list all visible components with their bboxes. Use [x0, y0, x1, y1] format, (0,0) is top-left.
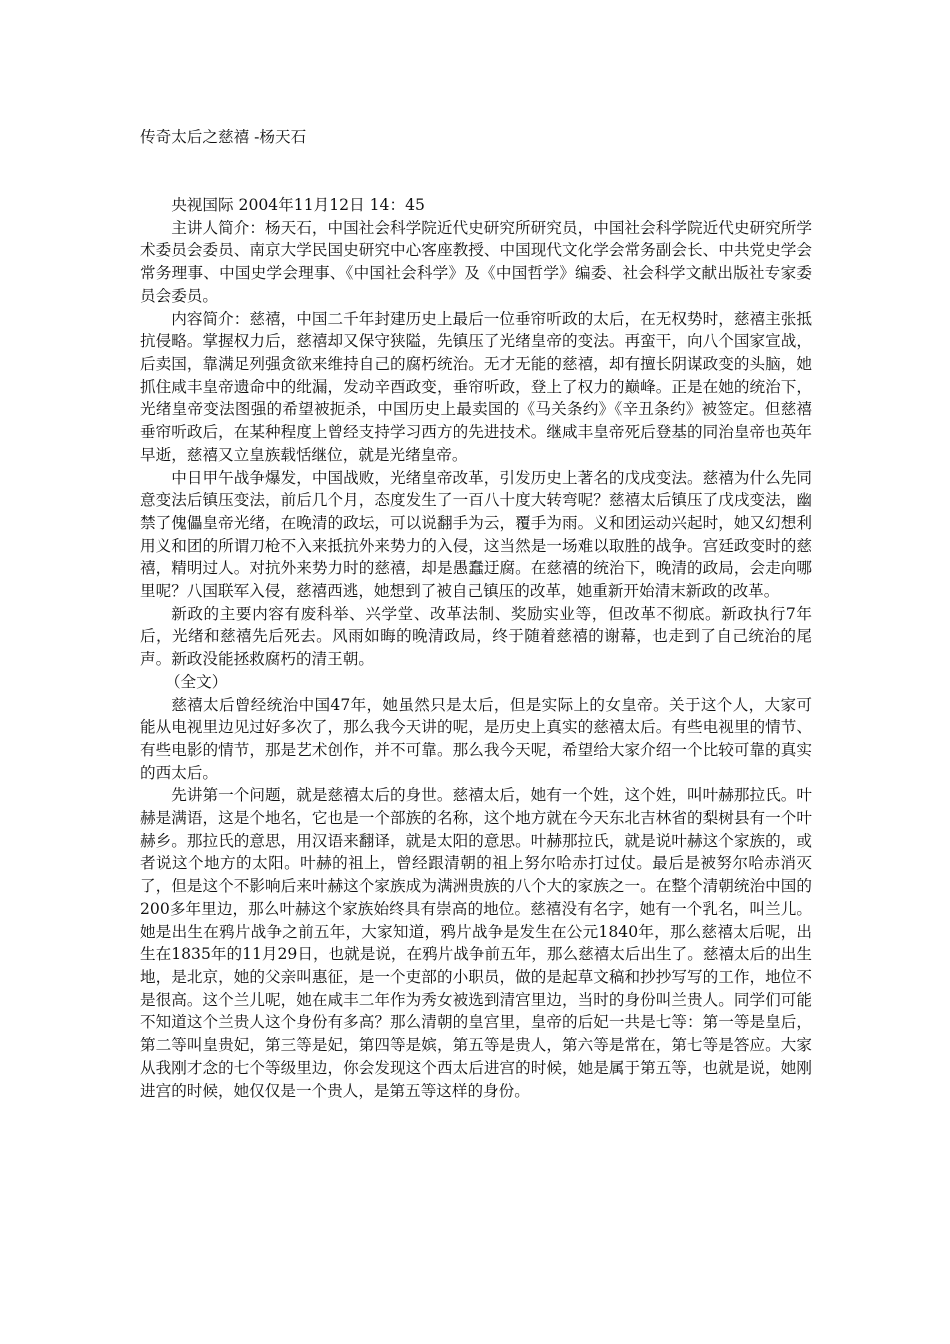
source-line: 央视国际 2004年11月12日 14：45 — [171, 196, 425, 215]
document-title: 传奇太后之慈禧 -杨天石 — [140, 128, 307, 146]
summary-paragraph-1: 内容简介：慈禧，中国二千年封建历史上最后一位垂帘听政的太后，在无权势时，慈禧主张抵抗侵略。掌握权力后，慈禧却又保守狭隘，先镇压了光绪皇帝的变法。再蛮干，向八个国家宣战，后卖国，靠满足列强贪欲来维持自己的腐朽统治。无才无能的慈禧，却有擅长阴谋政变的头脑，她抓住咸丰皇帝遗命中的纰漏，发动辛酉政变，垂帘听政，登上了权力的巅峰。正是在她的统治下，光绪皇帝变法图强的希望被扼杀，中国历史上最卖国的《马关条约》《辛丑条约》被签定。但慈禧垂帘听政后，在某种程度上曾经支持学习西方的先进技术。继咸丰皇帝死后登基的同治皇帝也英年早逝，慈禧又立皇族载恬继位，就是光绪皇帝。 — [140, 309, 812, 464]
body-paragraph-1: 慈禧太后曾经统治中国47年，她虽然只是太后，但是实际上的女皇帝。关于这个人，大家可能从电视里边见过好多次了，那么我今天讲的呢，是历史上真实的慈禧太后。有些电视里的情节、有些电影的情节，那是艺术创作，并不可靠。那么我今天呢，希望给大家介绍一个比较可靠的真实的西太后。 — [140, 695, 812, 782]
body-paragraph-2: 先讲第一个问题，就是慈禧太后的身世。慈禧太后，她有一个姓，这个姓，叫叶赫那拉氏。叶赫是满语，这是个地名，它也是一个部族的名称，这个地方就在今天东北吉林省的梨树县有一个叶赫乡。那拉氏的意思，用汉语来翻译，就是太阳的意思。叶赫那拉氏，就是说叶赫这个家族的，或者说这个地方的太阳。叶赫的祖上，曾经跟清朝的祖上努尔哈赤打过仗。最后是被努尔哈赤消灭了，但是这个不影响后来叶赫这个家族成为满洲贵族的八个大的家族之一。在整个清朝统治中国的200多年里边，那么叶赫这个家族始终具有崇高的地位。慈禧没有名字，她有一个乳名，叫兰儿。她是出生在鸦片战争之前五年，大家知道，鸦片战争是发生在公元1840年，那么慈禧太后呢，出生在1835年的11月29日，也就是说，在鸦片战争前五年，那么慈禧太后出生了。慈禧太后的出生地，是北京，她的父亲叫惠征，是一个吏部的小职员，做的是起草文稿和抄抄写写的工作，地位不是很高。这个兰儿呢，她在咸丰二年作为秀女被选到清宫里边，当时的身份叫兰贵人。同学们可能不知道这个兰贵人这个身份有多高？那么清朝的皇宫里，皇帝的后妃一共是七等：第一等是皇后，第二等叫皇贵妃，第三等是妃，第四等是嫔，第五等是贵人，第六等是常在，第七等是答应。大家从我刚才念的七个等级里边，你会发现这个西太后进宫的时候，她是属于第五等，也就是说，她刚进宫的时候，她仅仅是一个贵人，是第五等这样的身份。 — [140, 786, 812, 1100]
title-spacer — [140, 149, 812, 172]
title-spacer-2 — [140, 171, 812, 194]
summary-paragraph-2: 中日甲午战争爆发，中国战败，光绪皇帝改革，引发历史上著名的戊戌变法。慈禧为什么先同意变法后镇压变法，前后几个月，态度发生了一百八十度大转弯呢？慈禧太后镇压了戊戌变法，幽禁了傀儡皇帝光绪，在晚清的政坛，可以说翻手为云，覆手为雨。义和团运动兴起时，她又幻想利用义和团的所谓刀枪不入来抵抗外来势力的入侵，这当然是一场难以取胜的战争。宫廷政变时的慈禧，精明过人。对抗外来势力时的慈禧，却是愚蠢迂腐。在慈禧的统治下，晚清的政局，会走向哪里呢？八国联军入侵，慈禧西逃，她想到了被自己镇压的改革，她重新开始清末新政的改革。 — [140, 468, 812, 601]
summary-paragraph-3: 新政的主要内容有废科举、兴学堂、改革法制、奖励实业等，但改革不彻底。新政执行7年后，光绪和慈禧先后死去。风雨如晦的晚清政局，终于随着慈禧的谢幕，也走到了自己统治的尾声。新政没能拯救腐朽的清王朝。 — [140, 604, 812, 669]
fulltext-label: （全文） — [164, 672, 228, 691]
document-body — [140, 126, 812, 1102]
speaker-intro: 主讲人简介：杨天石，中国社会科学院近代史研究所研究员，中国社会科学院近代史研究所学术委员会委员、南京大学民国史研究中心客座教授、中国现代文化学会常务副会长、中共党史学会常务理事、中国史学会理事、《中国社会科学》及《中国哲学》编委、社会科学文献出版社专家委员会委员。 — [140, 218, 812, 305]
